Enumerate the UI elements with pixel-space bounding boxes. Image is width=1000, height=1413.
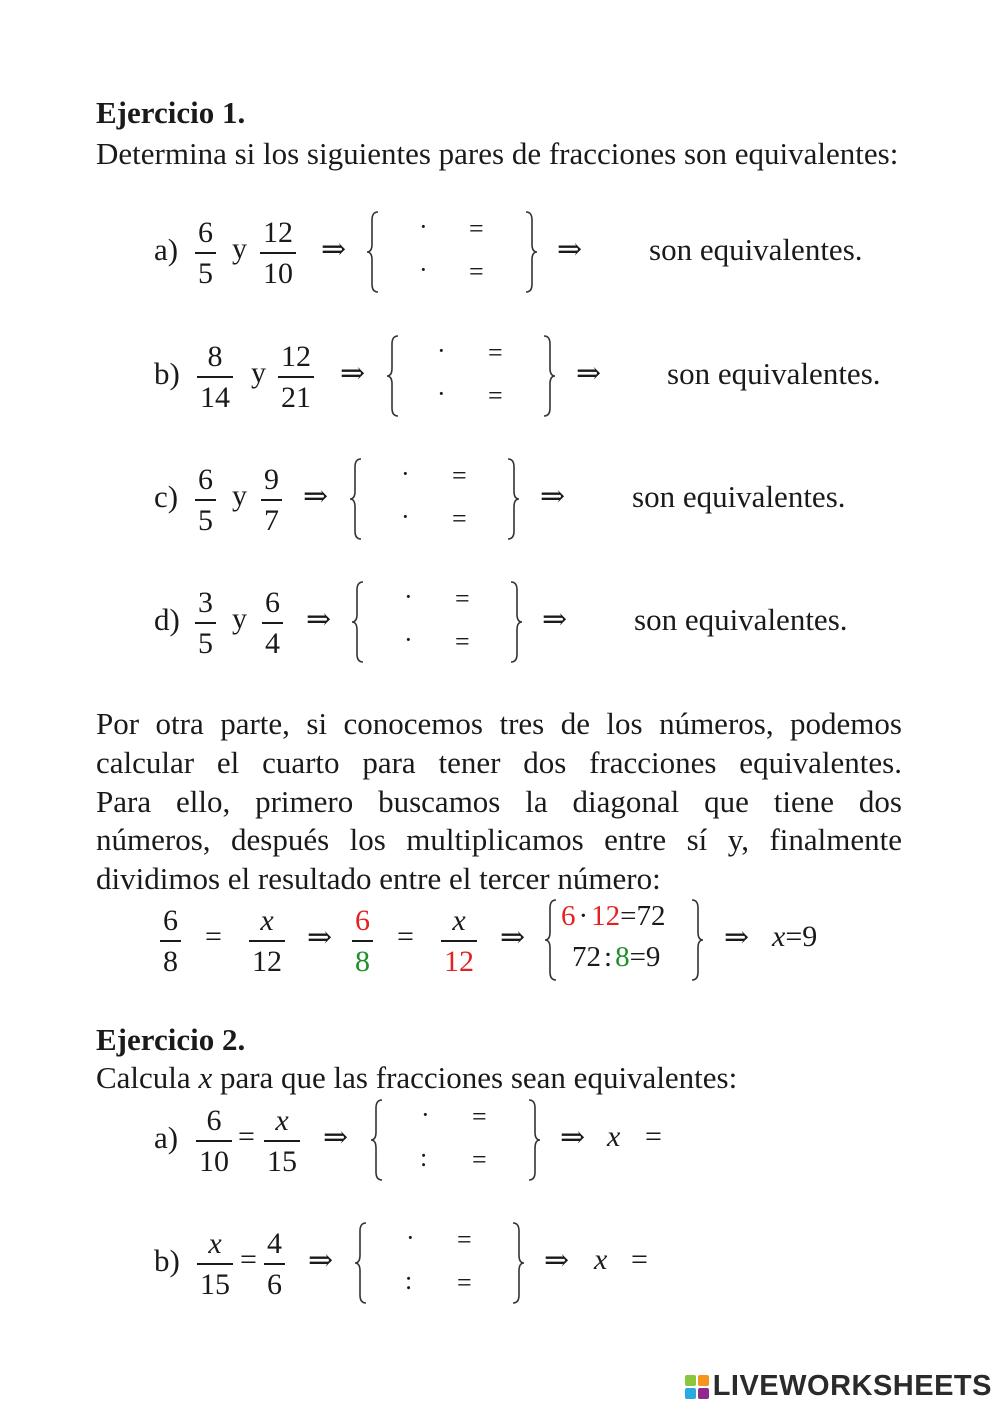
unknown-x: x	[607, 1120, 621, 1153]
answer-eq-1[interactable]: =	[472, 1102, 487, 1131]
exercise1-item-d	[0, 580, 1000, 670]
example-step-divide: 72 : 8=9	[572, 941, 661, 973]
answer-dot-2[interactable]: ·	[437, 379, 446, 408]
left-brace-icon	[544, 898, 558, 982]
implies-arrow: ⇒	[542, 603, 568, 636]
exercise2-item-a	[0, 1098, 1000, 1188]
fraction-1: x 15	[197, 1225, 233, 1305]
fraction-1: 3 5	[195, 584, 216, 664]
fraction-2: 9 7	[261, 461, 282, 541]
fraction-1: 6 5	[195, 461, 216, 541]
example-fraction-2: x 12	[249, 902, 285, 982]
implies-arrow: ⇒	[724, 921, 750, 954]
answer-colon[interactable]: :	[420, 1143, 428, 1172]
answer-dot-2[interactable]: ·	[419, 255, 428, 284]
implies-arrow: ⇒	[540, 480, 566, 513]
result-text: son equivalentes.	[632, 479, 846, 514]
exercise2-item-b	[0, 1221, 1000, 1311]
answer-eq-1[interactable]: =	[452, 461, 467, 490]
right-brace-icon	[511, 1221, 525, 1305]
answer-eq-1[interactable]: =	[457, 1225, 472, 1254]
equals-sign: =	[238, 1120, 255, 1153]
answer-dot[interactable]: ·	[406, 1223, 415, 1252]
item-label: a)	[154, 232, 179, 267]
unknown-x: x	[594, 1243, 608, 1276]
answer-dot-1[interactable]: ·	[419, 212, 428, 241]
answer-eq-2[interactable]: =	[469, 257, 484, 286]
answer-eq-1[interactable]: =	[469, 214, 484, 243]
exercise1-item-c	[0, 457, 1000, 547]
liveworksheets-logo[interactable]	[685, 1370, 992, 1403]
answer-eq-2[interactable]: =	[472, 1145, 487, 1174]
conjunction: y	[232, 232, 247, 265]
item-label: d)	[154, 602, 180, 637]
conjunction: y	[251, 356, 266, 389]
exercise2-instruction: Calcula x para que las fracciones sean equivalentes:	[96, 1060, 738, 1095]
answer-dot-1[interactable]: ·	[401, 459, 410, 488]
item-label: b)	[154, 1243, 180, 1278]
explanation-line: calcular el cuarto para tener dos fracciones equivalentes.	[96, 744, 902, 780]
implies-arrow: ⇒	[560, 1121, 586, 1154]
left-brace-icon	[366, 210, 380, 294]
implies-arrow: ⇒	[544, 1244, 570, 1277]
implies-arrow: ⇒	[307, 921, 333, 954]
conjunction: y	[232, 602, 247, 635]
exercise1-item-a	[0, 210, 1000, 300]
implies-arrow: ⇒	[576, 357, 602, 390]
item-label: b)	[154, 356, 180, 391]
fraction-1: 6 10	[196, 1102, 232, 1182]
answer-eq-2[interactable]: =	[452, 504, 467, 533]
item-label: a)	[154, 1120, 179, 1155]
example-step-multiply: 6 · 12=72	[561, 900, 666, 932]
right-brace-icon	[527, 1098, 541, 1182]
brand-name: LIVEWORKSHEETS	[712, 1370, 992, 1402]
equals-sign: =	[397, 920, 414, 953]
fraction-2: 12 10	[260, 214, 296, 294]
implies-arrow: ⇒	[323, 1121, 349, 1154]
answer-dot-1[interactable]: ·	[437, 336, 446, 365]
answer-colon[interactable]: :	[405, 1266, 413, 1295]
fraction-1: 8 14	[197, 338, 233, 418]
fraction-2: 12 21	[278, 338, 314, 418]
explanation-paragraph	[96, 705, 902, 899]
worked-example	[0, 898, 1000, 988]
answer-equals[interactable]: =	[645, 1120, 662, 1153]
implies-arrow: ⇒	[557, 233, 583, 266]
example-fraction-1: 6 8	[160, 902, 181, 982]
right-brace-icon	[506, 457, 520, 541]
answer-dot-1[interactable]: ·	[404, 582, 413, 611]
result-text: son equivalentes.	[667, 356, 881, 391]
answer-eq-2[interactable]: =	[455, 627, 470, 656]
implies-arrow: ⇒	[308, 1244, 334, 1277]
explanation-line: dividimos el resultado entre el tercer número:	[96, 861, 661, 897]
exercise1-instruction: Determina si los siguientes pares de fracciones son equivalentes:	[96, 136, 899, 171]
answer-eq-1[interactable]: =	[455, 584, 470, 613]
implies-arrow: ⇒	[303, 480, 329, 513]
result-text: son equivalentes.	[649, 232, 863, 267]
left-brace-icon	[386, 334, 400, 418]
implies-arrow: ⇒	[321, 233, 347, 266]
answer-dot-2[interactable]: ·	[401, 502, 410, 531]
example-result: x=9	[772, 920, 818, 953]
item-label: c)	[154, 479, 179, 514]
right-brace-icon	[690, 898, 704, 982]
result-text: son equivalentes.	[634, 602, 848, 637]
explanation-line: números, después los multiplicamos entre sí y, finalmente	[96, 822, 902, 858]
left-brace-icon	[354, 1221, 368, 1305]
implies-arrow: ⇒	[306, 603, 332, 636]
explanation-line: Por otra parte, si conocemos tres de los números, podemos	[96, 706, 902, 741]
fraction-2: 4 6	[264, 1225, 285, 1305]
implies-arrow: ⇒	[340, 357, 366, 390]
exercise1-title: Ejercicio 1.	[96, 95, 246, 130]
fraction-1: 6 5	[195, 214, 216, 294]
liveworksheets-logo-icon	[685, 1375, 709, 1399]
answer-eq-2[interactable]: =	[488, 381, 503, 410]
answer-dot-2[interactable]: ·	[404, 625, 413, 654]
right-brace-icon	[524, 210, 538, 294]
implies-arrow: ⇒	[500, 921, 526, 954]
answer-equals[interactable]: =	[631, 1243, 648, 1276]
answer-eq-1[interactable]: =	[488, 338, 503, 367]
left-brace-icon	[370, 1098, 384, 1182]
answer-eq-2[interactable]: =	[457, 1268, 472, 1297]
right-brace-icon	[542, 334, 556, 418]
answer-dot[interactable]: ·	[421, 1100, 430, 1129]
example-fraction-colored-1: 6 8	[352, 902, 373, 982]
left-brace-icon	[349, 457, 363, 541]
equals-sign: =	[205, 920, 222, 953]
equals-sign: =	[240, 1243, 257, 1276]
fraction-2: 6 4	[262, 584, 283, 664]
explanation-line: Para ello, primero buscamos la diagonal que tiene dos	[96, 783, 902, 819]
left-brace-icon	[351, 580, 365, 664]
exercise2-title: Ejercicio 2.	[96, 1022, 246, 1057]
example-fraction-colored-2: x 12	[441, 902, 477, 982]
exercise1-item-b	[0, 334, 1000, 424]
right-brace-icon	[509, 580, 523, 664]
conjunction: y	[232, 479, 247, 512]
fraction-2: x 15	[264, 1102, 300, 1182]
